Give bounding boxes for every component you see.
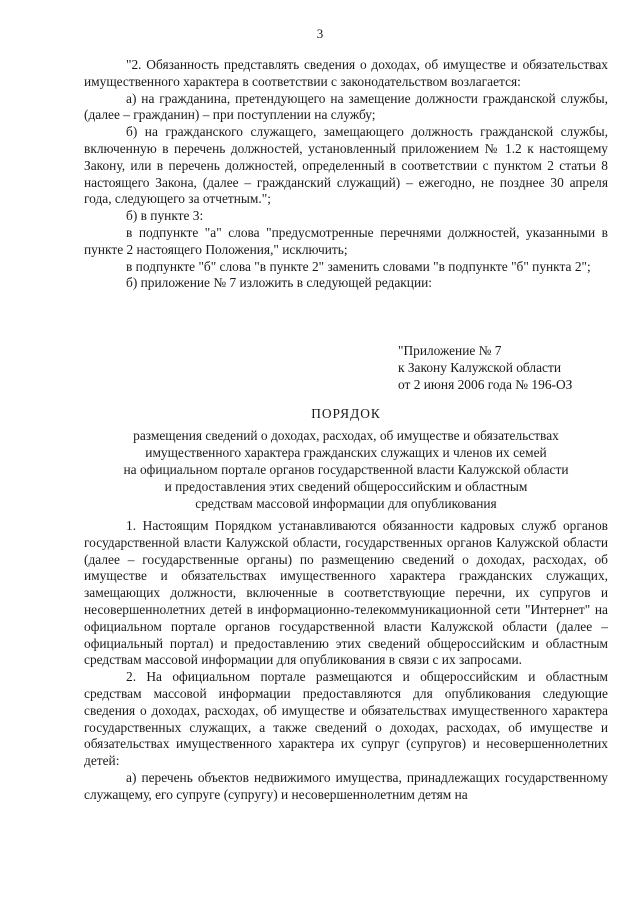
intro-paragraph-2: а) на гражданина, претендующего на замещение должности гражданской службы, (далее – гражданин) – при поступлении на службу; <box>84 90 608 123</box>
body-paragraph-2: 2. На официальном портале размещаются и общероссийским и областным средствам массовой информации предоставляются для опубликования следующие сведения о доходах, расходах, об имуществе и обязательствах имущественного характера государственных служащих, а также сведений о доходах, расходах, об имуществе и обязательствах имущественного характера их супруг (супругов) и несовершеннолетних детей: <box>84 669 608 769</box>
intro-paragraph-4: б) в пункте 3: <box>126 208 204 224</box>
title-line-1: размещения сведений о доходах, расходах, об имуществе и обязательствах <box>133 428 559 443</box>
appendix-reference <box>398 342 572 393</box>
title-heading: ПОРЯДОК <box>311 406 381 421</box>
page-number: 3 <box>316 26 324 41</box>
title-line-3: на официальном портале органов государственной власти Калужской области <box>123 462 569 477</box>
intro-section <box>84 57 608 292</box>
intro-paragraph-1: "2. Обязанность представлять сведения о доходах, об имуществе и обязательствах имущественного характера в соответствии с законодательством возлагается: <box>84 57 608 89</box>
body-paragraph-1: 1. Настоящим Порядком устанавливаются обязанности кадровых служб органов государственной власти Калужской области, государственных органов Калужской области (далее – государственные органы) по размещению сведений о доходах, расходах, об имуществе и обязательствах имущественного характера гражданских служащих, замещающих должности, включенные в соответствующие перечни, их супругов и несовершеннолетних детей в информационно-телекоммуникационной сети "Интернет" на официальном портале органов государственной власти Калужской области (далее – официальный портал) и предоставлению этих сведений общероссийским и областным средствам массовой информации для опубликования в связи с их запросами. <box>84 518 608 668</box>
intro-paragraph-3: б) на гражданского служащего, замещающего должность гражданской службы, включенную в перечень должностей, установленный приложением № 1.2 к настоящему Закону, или в перечень должностей, определенный в соответствии с пунктом 2 статьи 8 настоящего Закона, (далее – гражданский служащий) – ежегодно, не позднее 30 апреля года, следующего за отчетным."; <box>84 124 608 207</box>
title-line-5: средствам массовой информации для опубликования <box>195 496 497 511</box>
appendix-line-3: от 2 июня 2006 года № 196-ОЗ <box>398 377 573 392</box>
body-paragraph-3: а) перечень объектов недвижимого имущества, принадлежащих государственному служащему, его супруге (супругу) и несовершеннолетним детям на <box>84 769 608 802</box>
title-line-2: имущественного характера гражданских служащих и членов их семей <box>145 445 547 460</box>
document-title <box>84 405 608 512</box>
title-line-4: и предоставления этих сведений общероссийским и областным <box>164 479 528 494</box>
appendix-line-2: к Закону Калужской области <box>398 360 562 375</box>
appendix-line-1: "Приложение № 7 <box>398 343 502 358</box>
intro-paragraph-6: в подпункте "б" слова "в пункте 2" заменить словами "в подпункте "б" пункта 2"; <box>126 258 591 274</box>
body-section <box>84 518 608 804</box>
intro-paragraph-5: в подпункте "а" слова "предусмотренные перечнями должностей, указанными в пункте 2 настоящего Положения," исключить; <box>84 224 608 257</box>
intro-paragraph-7: б) приложение № 7 изложить в следующей редакции: <box>126 275 433 291</box>
